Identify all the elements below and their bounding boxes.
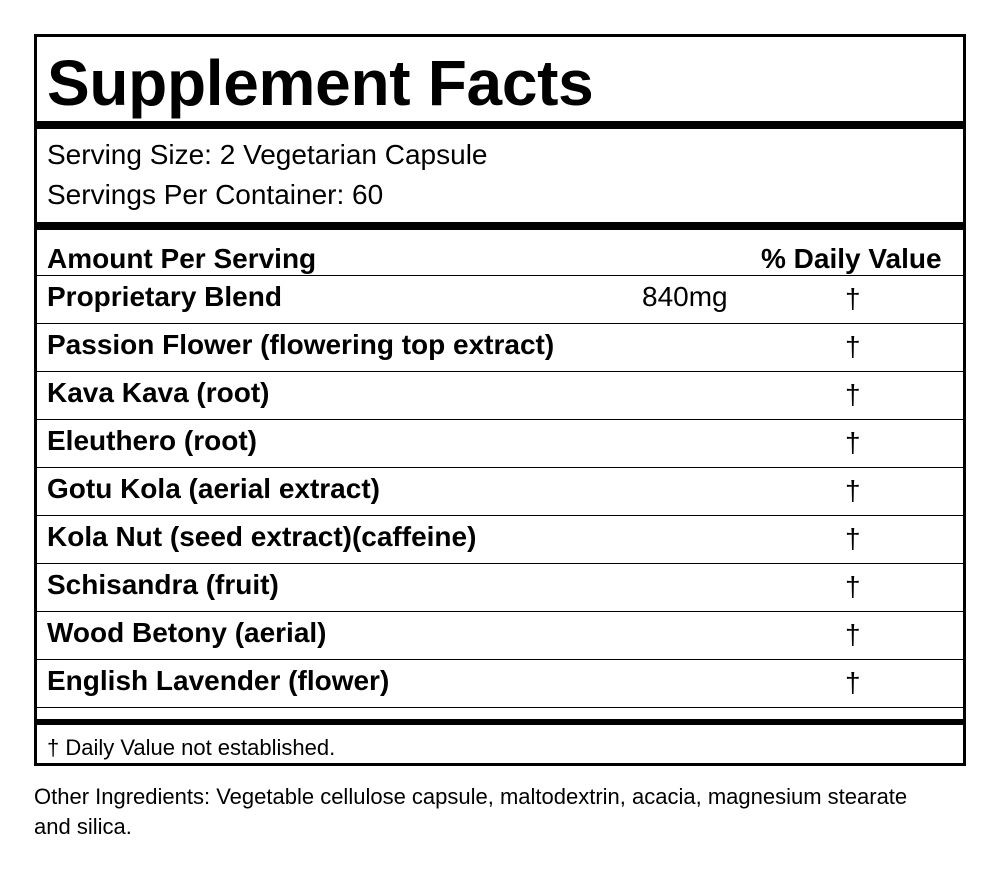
ingredient-row [37, 564, 963, 612]
daily-value-dagger: † [845, 283, 861, 314]
ingredient-row [37, 612, 963, 660]
ingredient-name: Passion Flower (flowering top extract) [47, 329, 555, 360]
row-divider [37, 707, 963, 708]
ingredient-name: Eleuthero (root) [47, 425, 257, 456]
ingredient-row [37, 420, 963, 468]
ingredient-name: Kola Nut (seed extract)(caffeine) [47, 521, 477, 552]
daily-value-dagger: † [845, 427, 861, 458]
daily-value-dagger: † [845, 523, 861, 554]
divider-thick [37, 222, 963, 230]
ingredient-name: Schisandra (fruit) [47, 569, 279, 600]
daily-value-dagger: † [845, 475, 861, 506]
serving-size: Serving Size: 2 Vegetarian Capsule [47, 139, 488, 170]
daily-value-dagger: † [845, 619, 861, 650]
servings-per-container: Servings Per Container: 60 [47, 179, 384, 210]
daily-value-header: % Daily Value [761, 243, 942, 274]
ingredient-name: Proprietary Blend [47, 281, 282, 312]
divider-thick [37, 121, 963, 129]
ingredient-row [37, 324, 963, 372]
ingredient-name: Gotu Kola (aerial extract) [47, 473, 380, 504]
daily-value-dagger: † [845, 379, 861, 410]
daily-value-dagger: † [845, 667, 861, 698]
ingredient-name: Wood Betony (aerial) [47, 617, 327, 648]
amount-per-serving-header: Amount Per Serving [47, 243, 317, 274]
other-ingredients: Other Ingredients: Vegetable cellulose capsule, maltodextrin, acacia, magnesium stearate and silica. [34, 784, 908, 839]
ingredient-row [37, 372, 963, 420]
ingredient-name: Kava Kava (root) [47, 377, 270, 408]
ingredient-row [37, 276, 963, 324]
ingredient-amount: 840mg [642, 281, 728, 312]
divider-heavy [37, 719, 963, 725]
ingredient-row [37, 516, 963, 564]
ingredient-row [37, 468, 963, 516]
daily-value-footnote: † Daily Value not established. [47, 735, 336, 760]
ingredient-row [37, 660, 963, 708]
daily-value-dagger: † [845, 571, 861, 602]
daily-value-dagger: † [845, 331, 861, 362]
supplement-facts-panel [34, 34, 966, 766]
ingredient-name: English Lavender (flower) [47, 665, 390, 696]
panel-title: Supplement Facts [47, 47, 594, 119]
